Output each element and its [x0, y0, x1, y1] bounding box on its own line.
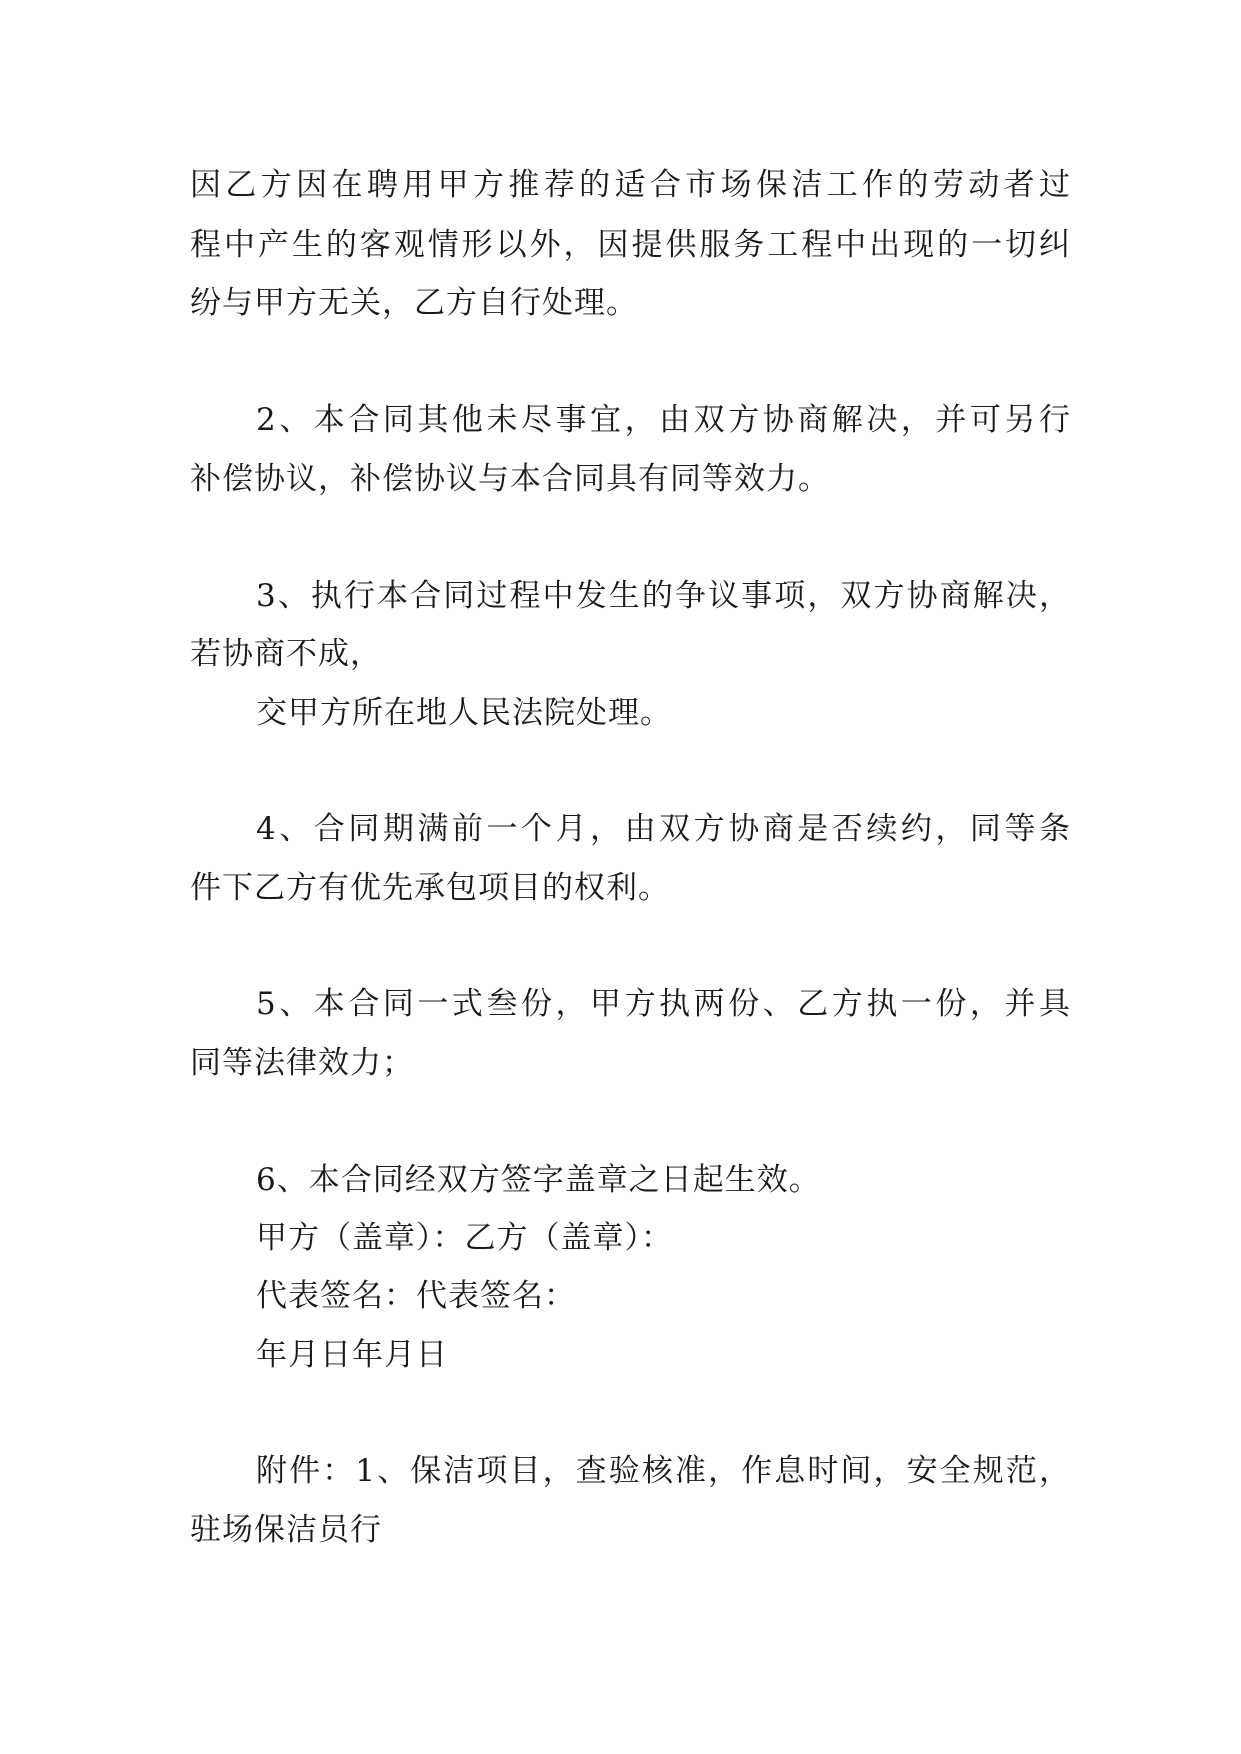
text-line: 件下乙方有优先承包项目的权利。 [190, 870, 670, 906]
signature-line-party-a-b: 甲方（盖章）：乙方（盖章）： [256, 1220, 673, 1256]
text-line: 2、本合同其他未尽事宜，由双方协商解决，并可另行 [256, 402, 1070, 438]
text-line: 附件：1、保洁项目，查验核准，作息时间，安全规范， [256, 1453, 1070, 1489]
text-line: 5、本合同一式叁份，甲方执两份、乙方执一份，并具 [256, 986, 1070, 1022]
text-line: 因乙方因在聘用甲方推荐的适合市场保洁工作的劳动者过 [190, 167, 1070, 203]
signature-line-date: 年月日年月日 [256, 1337, 448, 1373]
text-line: 纷与甲方无关，乙方自行处理。 [190, 285, 638, 321]
text-line: 6、本合同经双方签字盖章之日起生效。 [256, 1162, 821, 1198]
signature-line-representative: 代表签名：代表签名： [256, 1278, 576, 1314]
text-line: 若协商不成， [190, 636, 382, 672]
text-line: 驻场保洁员行 [190, 1512, 382, 1548]
text-line: 同等法律效力； [190, 1045, 414, 1081]
text-line: 补偿协议，补偿协议与本合同具有同等效力。 [190, 461, 830, 497]
text-line: 交甲方所在地人民法院处理。 [256, 695, 672, 731]
text-line: 程中产生的客观情形以外，因提供服务工程中出现的一切纠 [190, 227, 1070, 263]
text-line: 3、执行本合同过程中发生的争议事项，双方协商解决， [256, 578, 1070, 614]
text-line: 4、合同期满前一个月，由双方协商是否续约，同等条 [256, 811, 1070, 847]
